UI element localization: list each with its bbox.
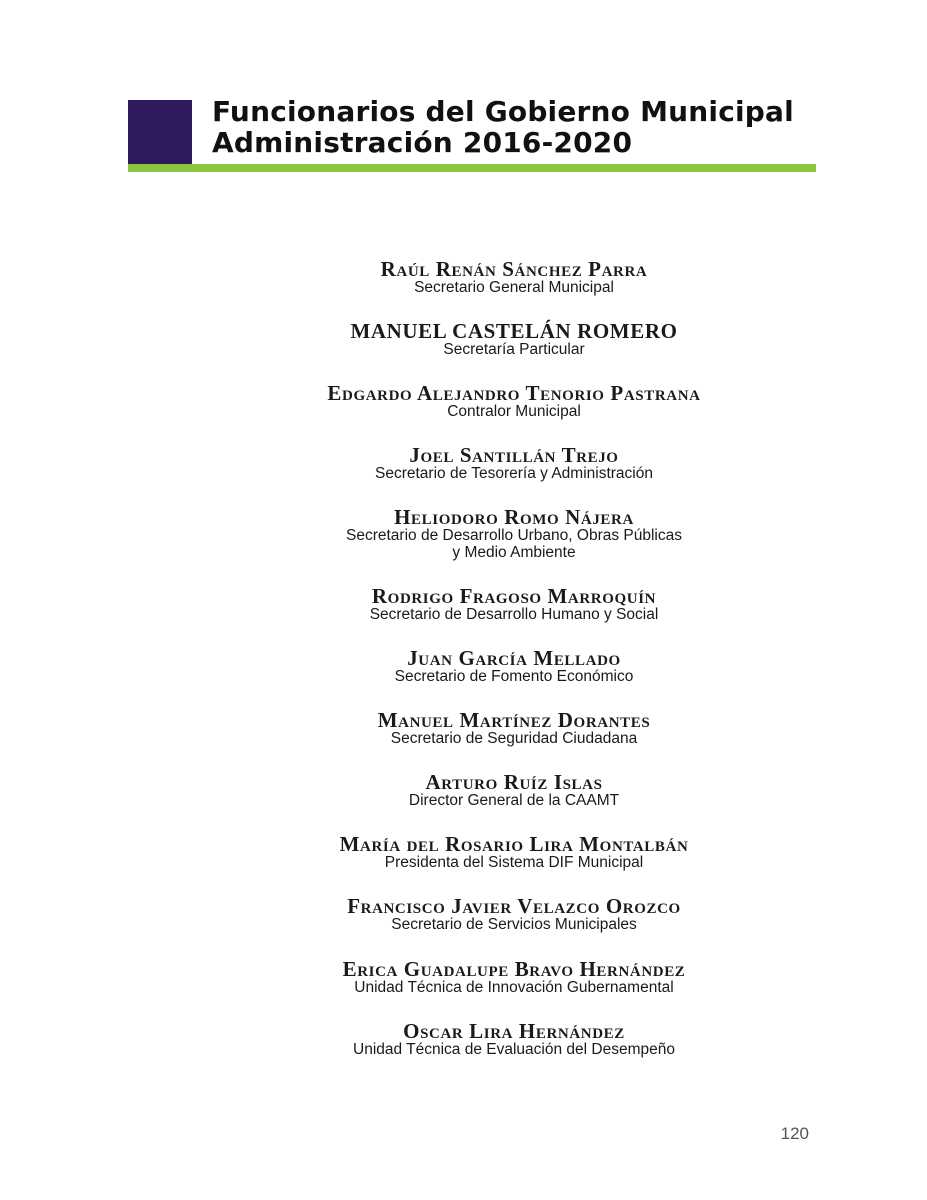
- official-role: [250, 280, 778, 297]
- official-name: Raúl Renán Sánchez Parra: [380, 257, 648, 281]
- official-entry: [250, 895, 778, 934]
- official-name: Arturo Ruíz Islas: [425, 770, 603, 795]
- official-name: Joel Santillán Trejo: [409, 443, 619, 468]
- official-name: Rodrigo Fragoso Marroquín: [371, 583, 657, 608]
- official-role: [250, 917, 778, 934]
- official-entry: [250, 1020, 778, 1059]
- official-role: [250, 731, 778, 748]
- official-entry: [250, 585, 778, 624]
- official-role-line: Secretario de Desarrollo Urbano, Obras Públicas: [346, 527, 682, 545]
- official-role-line: Secretario General Municipal: [414, 279, 614, 296]
- official-entry: [250, 444, 778, 483]
- official-role-line: Secretario de Tesorería y Administración: [375, 465, 653, 483]
- official-role: [250, 669, 778, 686]
- header-rule: [128, 164, 816, 172]
- official-role-line: Unidad Técnica de Evaluación del Desempeño: [353, 1040, 675, 1058]
- official-name: Juan García Mellado: [407, 646, 621, 671]
- official-role-line: Contralor Municipal: [447, 403, 581, 421]
- official-entry: [250, 382, 778, 421]
- official-role: [250, 466, 778, 483]
- official-entry: [250, 833, 778, 872]
- page-number: 120: [780, 1124, 809, 1143]
- official-name: Manuel Martínez Dorantes: [377, 708, 651, 733]
- header-accent-square: [128, 100, 192, 164]
- official-name: Oscar Lira Hernández: [403, 1018, 625, 1043]
- official-entry: [250, 771, 778, 810]
- official-role: [250, 980, 778, 997]
- official-name: Heliodoro Romo Nájera: [394, 505, 634, 530]
- official-entry: [250, 258, 778, 297]
- official-role-line: Presidenta del Sistema DIF Municipal: [384, 854, 644, 872]
- official-role: [250, 342, 778, 359]
- official-entry: [250, 320, 778, 359]
- official-role: [250, 1042, 778, 1059]
- page-title-line-1: Funcionarios del Gobierno Municipal: [212, 95, 794, 128]
- official-entry: [250, 958, 778, 997]
- official-role: [250, 793, 778, 810]
- official-name: Francisco Javier Velazco Orozco: [347, 894, 681, 919]
- official-role-line: Secretaría Particular: [443, 341, 585, 359]
- official-role-line: Unidad Técnica de Innovación Gubernamental: [354, 978, 674, 996]
- official-role-line: Director General de la CAAMT: [408, 792, 620, 810]
- official-role: [250, 528, 778, 561]
- official-entry: [250, 709, 778, 748]
- official-role-line: Secretario de Seguridad Ciudadana: [390, 730, 638, 748]
- official-role-line: Secretario de Servicios Municipales: [391, 916, 637, 934]
- official-name: Erica Guadalupe Bravo Hernández: [342, 956, 686, 981]
- page-title: [212, 96, 812, 158]
- official-name: María del Rosario Lira Montalbán: [339, 832, 689, 857]
- officials-list: [250, 258, 778, 1082]
- official-name: MANUEL CASTELÁN ROMERO: [350, 319, 678, 344]
- official-role-line: y Medio Ambiente: [452, 543, 576, 561]
- official-role: [250, 607, 778, 624]
- official-role: [250, 855, 778, 872]
- page-title-line-2: Administración 2016-2020: [212, 126, 633, 159]
- official-entry: [250, 647, 778, 686]
- official-role-line: Secretario de Desarrollo Humano y Social: [369, 605, 659, 623]
- official-role: [250, 404, 778, 421]
- official-name: Edgardo Alejandro Tenorio Pastrana: [327, 381, 701, 406]
- official-entry: [250, 506, 778, 561]
- official-role-line: Secretario de Fomento Económico: [394, 668, 634, 686]
